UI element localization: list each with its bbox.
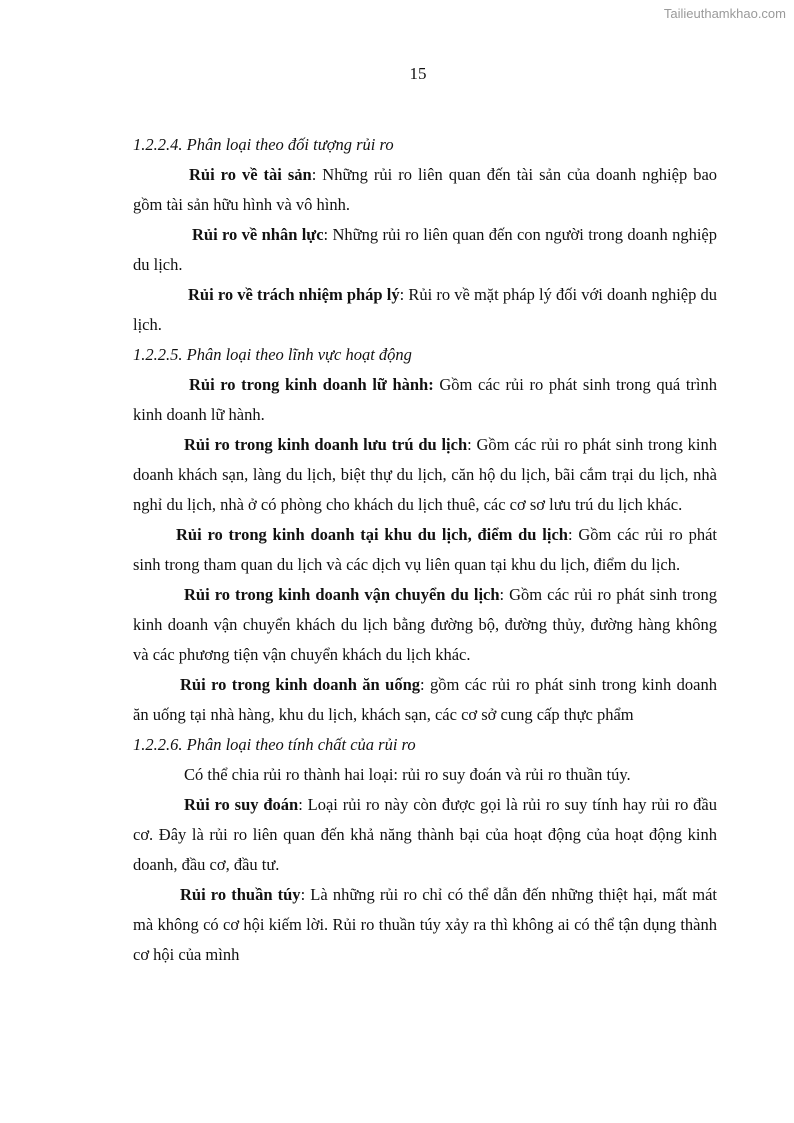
term: Rủi ro suy đoán — [184, 795, 299, 814]
term: Rủi ro về tài sản — [189, 165, 312, 184]
paragraph-text: : Gồm các rủi ro phát sinh trong tham quan du lịch và các dịch vụ liên quan tại khu du lịch, điểm du lịch. — [133, 525, 717, 574]
term: Rủi ro trong kinh doanh vận chuyển du lịch — [184, 585, 500, 604]
paragraph — [133, 160, 717, 220]
paragraph-text: : Rủi ro về mặt pháp lý đối với doanh nghiệp du lịch. — [133, 285, 717, 334]
section-heading: 1.2.2.5. Phân loại theo lĩnh vực hoạt động — [133, 345, 412, 364]
term: Rủi ro trong kinh doanh lữ hành: — [189, 375, 434, 394]
section-heading: 1.2.2.4. Phân loại theo đối tượng rủi ro — [133, 135, 394, 154]
term: Rủi ro về trách nhiệm pháp lý — [188, 285, 400, 304]
paragraph-text: : Những rủi ro liên quan đến con người trong doanh nghiệp du lịch. — [133, 225, 717, 274]
paragraph-text: : Những rủi ro liên quan đến tài sản của doanh nghiệp bao gồm tài sản hữu hình và vô hình. — [133, 165, 718, 214]
paragraph — [133, 880, 717, 970]
paragraph-text: : gồm các rủi ro phát sinh trong kinh doanh ăn uống tại nhà hàng, khu du lịch, khách sạn, các cơ sở cung cấp thực phẩm — [133, 675, 717, 724]
paragraph — [133, 520, 717, 580]
paragraph — [133, 430, 717, 520]
term: Rủi ro về nhân lực — [192, 225, 324, 244]
term: Rủi ro trong kinh doanh tại khu du lịch, điểm du lịch — [176, 525, 568, 544]
paragraph — [133, 220, 717, 280]
paragraph-text: Có thể chia rủi ro thành hai loại: rủi ro suy đoán và rủi ro thuần túy. — [184, 765, 631, 784]
paragraph — [133, 670, 717, 730]
document-body — [133, 130, 717, 970]
term: Rủi ro thuần túy — [180, 885, 301, 904]
paragraph-text: : Là những rủi ro chỉ có thể dẫn đến những thiệt hại, mất mát mà không có cơ hội kiếm lời. Rủi ro thuần túy xảy ra thì không ai có thể tận dụng thành cơ hội của mình — [133, 885, 718, 964]
term: Rủi ro trong kinh doanh lưu trú du lịch — [184, 435, 468, 454]
paragraph-text: : Gồm các rủi ro phát sinh trong kinh doanh khách sạn, làng du lịch, biệt thự du lịch, căn hộ du lịch, bãi cắm trại du lịch, nhà nghỉ du lịch, nhà ở có phòng cho khách du lịch thuê, các cơ sơ lưu trú du lịch khác. — [133, 435, 717, 514]
paragraph-text: : Loại rủi ro này còn được gọi là rủi ro suy tính hay rủi ro đầu cơ. Đây là rủi ro liên quan đến khả năng thành bại của hoạt động của hoạt động kinh doanh, đầu cơ, đầu tư. — [133, 795, 717, 874]
paragraph — [133, 760, 717, 790]
section-heading: 1.2.2.6. Phân loại theo tính chất của rủi ro — [133, 735, 416, 754]
paragraph — [133, 580, 717, 670]
paragraph — [133, 370, 717, 430]
paragraph-text: Gồm các rủi ro phát sinh trong quá trình kinh doanh lữ hành. — [133, 375, 717, 424]
term: Rủi ro trong kinh doanh ăn uống — [180, 675, 420, 694]
page-number: 15 — [409, 64, 427, 83]
paragraph — [133, 790, 717, 880]
paragraph — [133, 280, 717, 340]
watermark: Tailieuthamkhao.com — [663, 6, 786, 21]
paragraph-text: : Gồm các rủi ro phát sinh trong kinh doanh vận chuyển khách du lịch bằng đường bộ, đường thủy, đường hàng không và các phương tiện vận chuyển khách du lịch khác. — [133, 585, 717, 664]
